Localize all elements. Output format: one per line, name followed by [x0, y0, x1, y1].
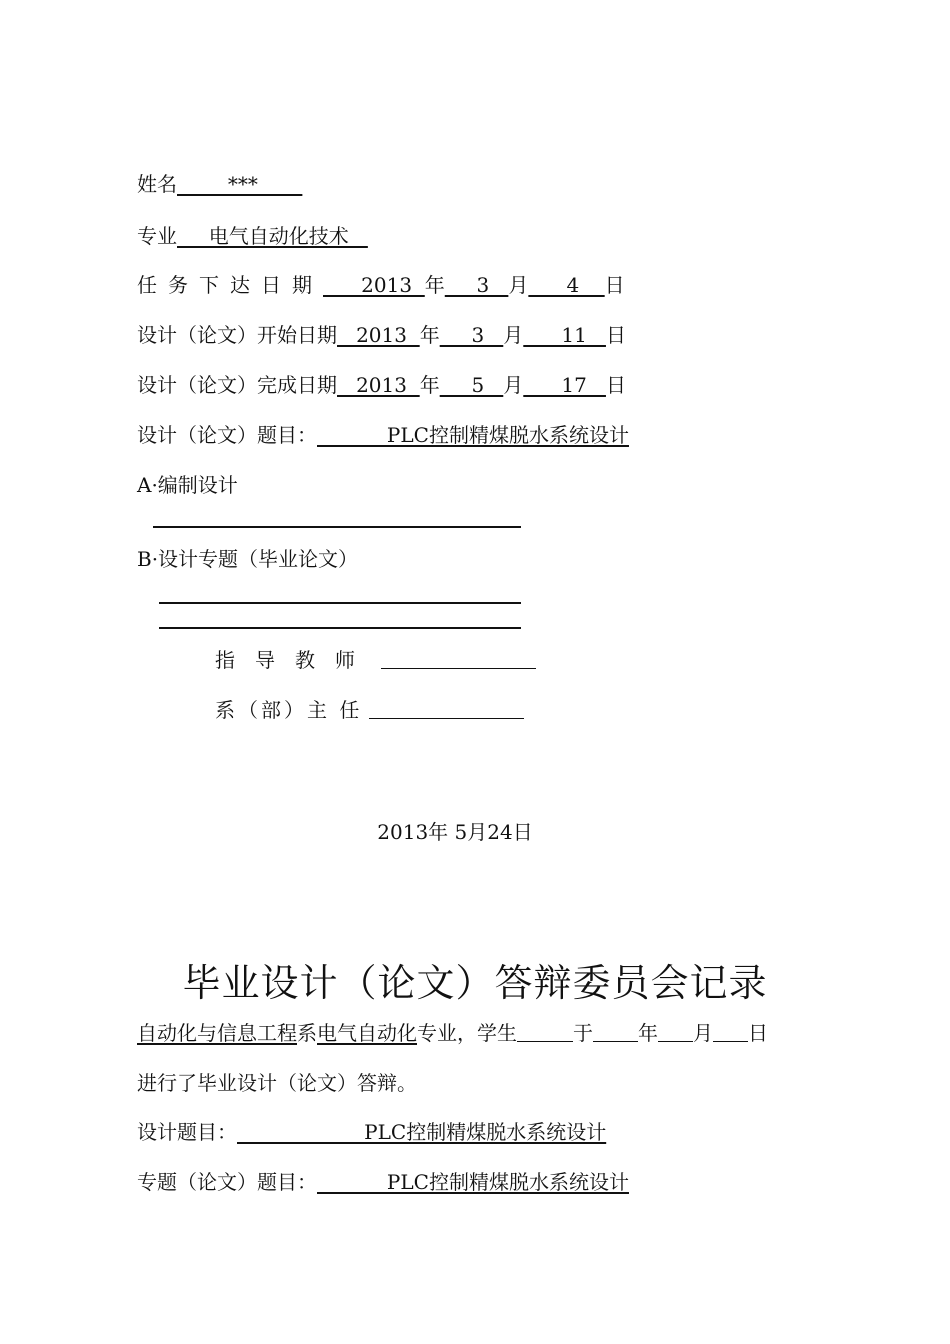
year-unit: 年: [419, 323, 440, 347]
section-a-blank-line[interactable]: [153, 526, 521, 528]
day-unit: 日: [605, 323, 626, 347]
name-label: 姓名: [137, 172, 177, 196]
design-topic-label: 设计题目：: [137, 1120, 237, 1144]
intro-day: 日: [748, 1021, 768, 1045]
month-unit: 月: [503, 323, 524, 347]
advisor-signature-line[interactable]: [381, 648, 536, 669]
section-b-blank-line-1[interactable]: [159, 602, 521, 604]
record-title: 毕业设计（论文）答辩委员会记录: [182, 961, 768, 1005]
design-topic-row: [137, 1118, 606, 1146]
finish-date-label: 设计（论文）完成日期: [137, 373, 337, 397]
finish-year-value[interactable]: 2013: [337, 373, 420, 397]
topic-label: 设计（论文）题目：: [137, 423, 317, 447]
special-topic-row: [137, 1168, 629, 1196]
advisor-row: [215, 646, 536, 674]
topic-value[interactable]: PLC控制精煤脱水系统设计: [317, 423, 629, 447]
start-day-value[interactable]: 11: [523, 323, 606, 347]
task-date-label: 任务下达日期: [137, 273, 323, 297]
major-name: 电气自动化: [317, 1021, 417, 1045]
section-b-label: B·设计专题（毕业论文）: [137, 547, 359, 571]
intro-mid: 专业，学生: [417, 1021, 517, 1045]
issue-date: 2013年 5月24日: [377, 820, 533, 844]
start-date-row: [137, 321, 626, 349]
task-date-row: [137, 271, 625, 299]
start-year-value[interactable]: 2013: [337, 323, 420, 347]
task-year-value[interactable]: 2013: [323, 273, 425, 297]
year-unit: 年: [419, 373, 440, 397]
major-value[interactable]: 电气自动化技术: [177, 224, 368, 248]
name-row: [137, 170, 302, 198]
day-unit: 日: [604, 273, 625, 297]
year-blank[interactable]: [593, 1021, 638, 1042]
name-value[interactable]: ***: [177, 172, 303, 196]
dept-suffix: 系: [297, 1021, 317, 1045]
topic-row: [137, 421, 629, 449]
student-blank[interactable]: [517, 1021, 573, 1042]
record-intro-line-1: [137, 1019, 768, 1047]
major-label: 专业: [137, 224, 177, 248]
major-row: [137, 222, 368, 250]
month-unit: 月: [503, 373, 524, 397]
intro-year: 年: [638, 1021, 658, 1045]
finish-month-value[interactable]: 5: [439, 373, 504, 397]
dept-head-signature-line[interactable]: [369, 698, 524, 719]
intro-yu: 于: [573, 1021, 593, 1045]
finish-date-row: [137, 371, 626, 399]
dept-name: 自动化与信息工程: [137, 1021, 297, 1045]
start-date-label: 设计（论文）开始日期: [137, 323, 337, 347]
dept-head-row: [215, 696, 524, 724]
intro-month: 月: [693, 1021, 713, 1045]
section-a-label: A·编制设计: [137, 473, 238, 497]
design-topic-value[interactable]: PLC控制精煤脱水系统设计: [237, 1120, 607, 1144]
month-blank[interactable]: [658, 1021, 693, 1042]
day-blank[interactable]: [713, 1021, 748, 1042]
day-unit: 日: [605, 373, 626, 397]
dept-head-label: 系（部）主 任: [215, 698, 363, 722]
section-b-blank-line-2[interactable]: [159, 627, 521, 629]
special-topic-value[interactable]: PLC控制精煤脱水系统设计: [317, 1170, 629, 1194]
month-unit: 月: [508, 273, 529, 297]
advisor-label: 指导教师: [215, 648, 375, 672]
start-month-value[interactable]: 3: [439, 323, 504, 347]
year-unit: 年: [424, 273, 445, 297]
record-intro-line-2: 进行了毕业设计（论文）答辩。: [137, 1071, 417, 1095]
task-day-value[interactable]: 4: [528, 273, 605, 297]
finish-day-value[interactable]: 17: [523, 373, 606, 397]
task-month-value[interactable]: 3: [444, 273, 509, 297]
special-topic-label: 专题（论文）题目：: [137, 1170, 317, 1194]
